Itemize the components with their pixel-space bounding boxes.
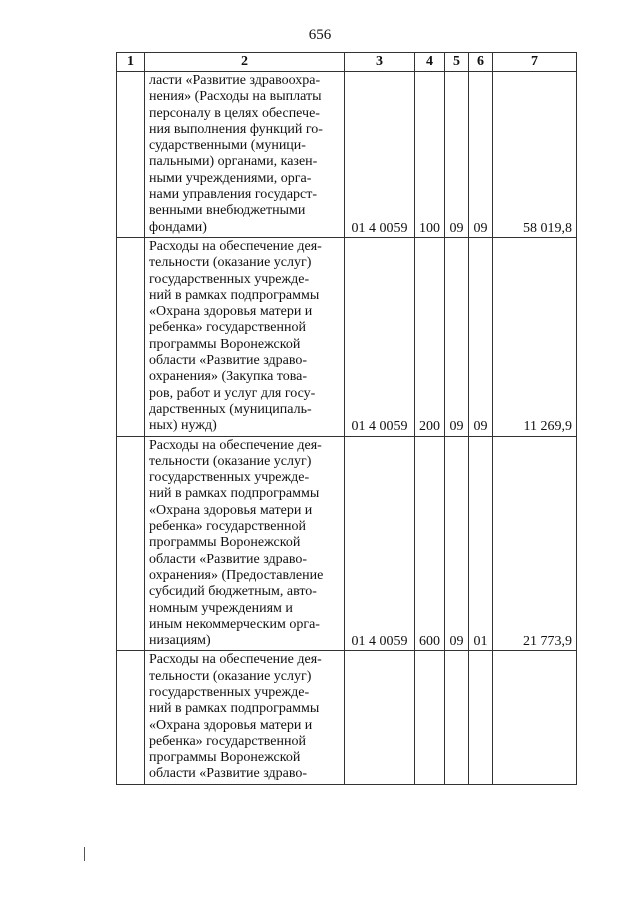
expense-type-cell: 600 [415,436,445,651]
amount-cell: 21 773,9 [493,436,577,651]
subsection-cell: 09 [469,72,493,238]
description-line: ров, работ и услуг для госу- [149,385,316,401]
description-line: тельности (оказание услуг) [149,255,312,271]
table-row [117,72,577,238]
subsection-cell: 01 [469,436,493,651]
description-cell [145,237,345,436]
row-number-cell [117,237,145,436]
description-line: иным некоммерческим орга- [149,616,320,632]
description-line: фондами) [149,219,207,235]
description-line: области «Развитие здраво- [149,766,308,782]
description-line: ребенка» государственной [149,320,306,336]
target-article-cell: 01 4 0059 [345,436,415,651]
section-cell: 09 [445,72,469,238]
column-header-1: 1 [117,53,145,72]
expense-type-cell: 100 [415,72,445,238]
description-line: сударственными (муници- [149,138,306,154]
description-line: ний в рамках подпрограммы [149,287,320,303]
table-body [117,72,577,785]
column-header-2: 2 [145,53,345,72]
description-line: номным учреждениям и [149,600,293,616]
description-cell [145,72,345,238]
description-line: ний в рамках подпрограммы [149,486,320,502]
section-cell [445,651,469,784]
description-line: охранения» (Закупка това- [149,369,308,385]
description-line: Расходы на обеспечение дея- [149,437,322,453]
description-line: области «Развитие здраво- [149,551,308,567]
description-line: низациям) [149,633,211,649]
table-row [117,436,577,651]
header-row [117,53,577,72]
description-line: дарственных (муниципаль- [149,401,312,417]
column-header-4: 4 [415,53,445,72]
description-line: области «Развитие здраво- [149,353,308,369]
description-line: государственных учрежде- [149,470,310,486]
table-row [117,237,577,436]
description-cell [145,436,345,651]
description-line: тельности (оказание услуг) [149,668,312,684]
column-header-5: 5 [445,53,469,72]
column-header-6: 6 [469,53,493,72]
amount-cell [493,651,577,784]
section-cell: 09 [445,436,469,651]
target-article-cell [345,651,415,784]
description-line: «Охрана здоровья матери и [149,304,313,320]
description-line: «Охрана здоровья матери и [149,502,313,518]
description-line: Расходы на обеспечение дея- [149,238,322,254]
description-line: ребенка» государственной [149,519,306,535]
expense-type-cell: 200 [415,237,445,436]
column-header-3: 3 [345,53,415,72]
description-line: «Охрана здоровья матери и [149,717,313,733]
description-line: программы Воронежской [149,535,301,551]
description-line: ласти «Развитие здравоохра- [149,73,321,88]
margin-mark [84,847,85,861]
description-line: венными внебюджетными [149,203,306,219]
description-line: программы Воронежской [149,750,301,766]
row-number-cell [117,436,145,651]
row-number-cell [117,651,145,784]
description-line: тельности (оказание услуг) [149,453,312,469]
description-line: охранения» (Предоставление [149,567,324,583]
description-line: ных) нужд) [149,418,217,434]
description-line: государственных учрежде- [149,271,310,287]
description-line: нами управления государст- [149,187,318,203]
description-line: нения» (Расходы на выплаты [149,89,322,105]
description-line: ными учреждениями, орга- [149,170,312,186]
target-article-cell: 01 4 0059 [345,237,415,436]
description-line: пальными) органами, казен- [149,154,318,170]
budget-table [116,52,577,785]
description-line: ний в рамках подпрограммы [149,701,320,717]
description-line: Расходы на обеспечение дея- [149,652,322,668]
expense-type-cell [415,651,445,784]
subsection-cell: 09 [469,237,493,436]
description-line: ния выполнения функций го- [149,121,323,137]
amount-cell: 11 269,9 [493,237,577,436]
description-cell [145,651,345,784]
description-line: персоналу в целях обеспече- [149,105,320,121]
page-number: 656 [308,27,332,43]
description-line: государственных учрежде- [149,684,310,700]
subsection-cell [469,651,493,784]
table-row [117,651,577,784]
column-header-7: 7 [493,53,577,72]
description-line: программы Воронежской [149,336,301,352]
row-number-cell [117,72,145,238]
amount-cell: 58 019,8 [493,72,577,238]
description-line: субсидий бюджетным, авто- [149,584,317,600]
target-article-cell: 01 4 0059 [345,72,415,238]
description-line: ребенка» государственной [149,733,306,749]
section-cell: 09 [445,237,469,436]
